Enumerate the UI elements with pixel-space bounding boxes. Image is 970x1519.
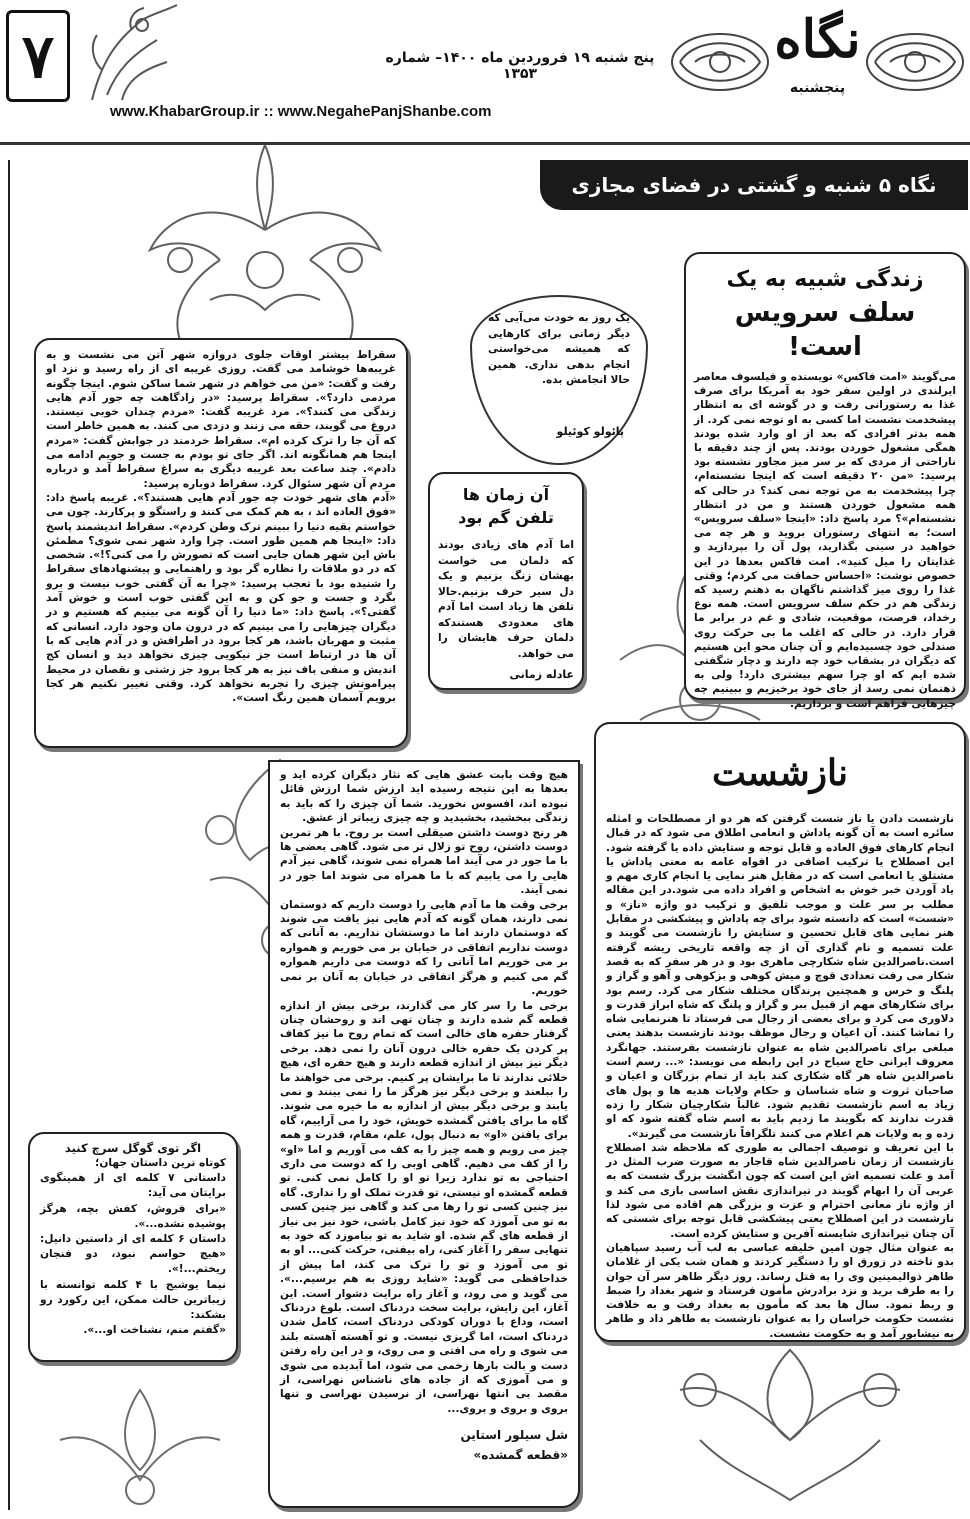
logo-ornament-left-icon <box>665 22 775 102</box>
coelho-author: پائولو کوئیلو <box>556 424 624 438</box>
self-service-title-line1: زندگی شبیه به یک <box>726 267 924 292</box>
love-body: هیچ وقت بابت عشق هایی که نثار دیگران کرده اید و بعدها به این نتیجه رسیده اید ارزش شما ارزش قائل نبوده اند، افسوس نخورید. شما آن چیزی را که باید به زندگی ببخشید، بخشیدید و چه چیزی زیباتر از عشق. هر رنج دوست داشتن صیقلی است بر روح. با هر تمرین دوست داشتن، روح تو زلال تر می شود. گاهی بعضی ها با ما جور در می آیند اما همراه نمی شوند، گاهی نیز آدم هایی را می یابیم که با ما همراه می شوند اما جور در نمی آیند. برخی وقت ها ما آدم هایی را دوست داریم که دوستمان نمی دارند، همان گونه که آدم هایی نیز یافت می شوند که دوستمان دارند اما ما دوستشان نداریم. به آنانی که دوست نداریم اتفاقی در خیابان بر می خوریم و همواره بر می خوریم اما آنانی را که دوست می داریم همواره گم می کنیم و هرگز اتفاقی در خیابان به آنان بر نمی خوریم. برخی ما را سر کار می گذارند، برخی بیش از اندازه قطعه گم شده دارند و چنان تهی اند و روحشان چنان گرفتار حفره های خالی است که تمام روح ما نیز کفاف پر کردن یک حفره خالی درون آنان را نمی دهد. برخی دیگر نیز بیش از اندازه قطعه دارند و هیچ حفره ای، هیچ خلائی ندارند تا ما برایشان پر کنیم. برخی می خواهند ما را ببلعند و برخی دیگر نیز هرگز ما را نمی بینند و نمی یابند و برخی دیگر بیش از اندازه به ما خیره می شوند. گاه ما برای یافتن گمشده خویش، خود را می آراییم، گاه برای یافتن «او» به دنبال پول، علم، مقام، قدرت و همه چیز می رویم و همه چیز را به کف می آوریم و اما «او» را از کف می دهیم. گاهی اوبی را که دوست می داری احتیاجی به تو ندارد زیرا تو او را کامل نمی کنی. تو قطعه گمشده او نیستی، تو قدرت تملک او را نداری. گاه نیز چنین کسی تو را رها می کند و گاهی نیز چنین کسی به تو می آموزد که خود نیز کامل باشی، خود نیز بی نیاز از قطعه های گم شده. او شاید به تو بیاموزد که خود به تنهایی سفر را آغاز کنی، راه بیفتی، حرکت کنی... او به تو می آموزد و تو را ترک می کند، اما پیش از خداحافظی می گوید: «شاید روزی به هم برسیم...». می گوید و می رود، و آغاز راه برایت دشوار است. این آغاز، این زایش، برایت سخت دردناک است. بلوغ دردناک است، وداع با دوران کودکی دردناک است، کامل شدن دردناک است، اما گریزی نیست. و تو آهسته آهسته بلند می شوی و راه می افتی و می روی، و در این راه رفتن دست و بالت بارها زخمی می شود، اما آبدیده می شوی و می آموزی که از جاده های ناشناس نهراسی، از مقصد بی انتها نهراسی، از نرسیدن نهراسی و تنها بروی و بروی و بروی... <box>280 769 568 1415</box>
article-google <box>28 1132 238 1362</box>
logo <box>770 0 865 110</box>
page-number-box <box>6 10 70 102</box>
issue-date: پنج شنبه ۱۹ فروردین ماه ۱۴۰۰– شماره ۱۳۵۳ <box>385 50 655 82</box>
nazeshast-body: نازشست دادن یا ناز شست گرفتن که هر دو از مصطلحات و امثله سائره است به آن گونه پاداش و انعامی اطلاق می شود که در قبال انجام کارهای فوق العاده و قابل توجه و ستایش داده یا گرفته شود. این اصطلاح یا ترکیب اضافی در افواه عامه به معنی پاداش یا مشتلق یا انعامی است که در مقابل هنر نمایی یا انجام کاری مهم و یاد آوردن خبر خوش به اشخاص و افراد داده می شود.در این مقاله مطلب بر سر علت و موجب تلفیق و ترکیب دو واژه «ناز» و «شست» است که دانسته شود برای چه پاداش و پیشکشی در مقابل هنر نمایی های قابل تحسین و ستایش را نازشست می گویند و علت تسمیه و نام گذاری آن از چه واقعه تاریخی ریشه گرفته است.ناصرالدین شاه شکارچی ماهری بود و در هر سفر که به قصد شکار می رفت تعدادی قوچ و میش کوهی و بزکوهی و آهو و گراز و پلنگ و خرس و همچنین پرندگان مختلف شکار می کرد. رسم بود برای شکارهای مهم از قبیل ببر و گراز و پلنگ که شاه ابراز قدرت و دلاوری می کرد و برای بعضی از رجال می فرستاد تا هنرنمایی شاه را تماشا کنند. آن اعیان و رجال موظف بودند نازشست بدهند یعنی مبلغی برای ناصرالدین شاه به عنوان نازشست بفرستند. جهانگرد معروف ایرانی حاج سیاح در این رابطه می نویسد: «... رسم است ناصرالدین شاه هر گاه شکاری کند باید از تمام بزرگان و اعیان و صاحبان ثروت و شاه شناسان و حکام ولایات هدیه ها و پول های زیاد به اسم نازشست تقدیم شود. غالباً شکارچیان شکار را زده قدرت ندارند که بگویند ما زدیم باید به اسم شاه گفته شود که او زده و به ولایات هم اعلام می کنند تلگرافاً نازشست می گیرند». با این تعریف و توصیف اجمالی به طوری که ملاحظه شد اصطلاح نازشست از زمان ناصرالدین شاه قاجار به صورت ضرب المثل در آمد و علت تسمیه اش این است که چون انگشت بزرگ شست که به عربی آن را ابهام گویند در تیراندازی نقش اساسی بازی می کند و از واژه ناز معانی احترام و عزت و بزرگی هم افاده می شود لذا نازشست در این اصطلاح یعنی پیشکشی قابل توجه برای شستی که آن چنان تیراندازی شایسته آفرین و ستایش کرده است. به عنوان مثال چون امین خلیفه عباسی به لب آب رسید سپاهیان بدو تاخته در زورق او را دستگیر کردند و همان شب یکی از غلامان طاهر ذوالیمینین وی را به قتل رساند. روز دیگر طاهر سر آن جوان را به طرف برید و نزد برادرش مأمون فرستاد و شهر بغداد را ضبط و ربط نمود. سال ها بعد که مأمون به بغداد رفت و به خلافت نشست حکومت خراسان را به عنوان نازشست به طاهر داد و طاهر به نیشابور آمد و به حکومت نشست. <box>606 813 954 1340</box>
phone-body: اما آدم های زیادی بودند که دلمان می خواست بهشان زنگ بزنیم و یک دل سیر حرف بزنیم.حالا تلفن ها زیاد است اما آدم های معدودی هستندکه دلمان حرف هایشان را می خواهد. <box>438 539 574 660</box>
phone-title-line1: آن زمان ها <box>462 485 550 504</box>
article-socrates <box>34 338 408 748</box>
websites-link[interactable]: www.KhabarGroup.ir :: www.NegahePanjShanbe.com <box>110 103 492 120</box>
self-service-body: می‌گویند «امت فاکس» نویسنده و فیلسوف معاصر ایرلندی در اولین سفر خود به آمریکا برای صرف غذا به رستورانی رفت و در گوشه ای به انتظار پیشخدمت نشست اما کسی به او توجه نمی کرد. از همه بدتر افرادی که بعد از او وارد شده بودند همگی مشغول خوردن بودند. پس از چند دقیقه با ناراحتی از مردی که بر سر میز مجاور نشسته بود پرسید: «من ۲۰ دقیقه است که اینجا نشسته‌ام، چرا پیشخدمت به من توجه نمی کند؟ در حالی که همه مشغول خوردن هستند و من در انتظار نشسته‌ام»؟ مرد پاسخ داد: «اینجا «سلف سرویس» است؛ به انتهای رستوران بروید و هر چه می خواهید در سینی بگذارید، پول آن را بپردازید و غذایتان را میل کنید». امت فاکس بعدها در این خصوص نوشت: «احساس حماقت می کردم؛ وقتی غذا را روی میز گذاشتم ناگهان به ذهنم رسید که زندگی هم در حکم سلف سرویس است. همه نوع رخداد، فرصت، موقعیت، شادی و غم در برابر ما قرار دارد. در حالی که اغلب ما بی حرکت روی صندلی خود چسبیده‌ایم و آن چنان محو این هستیم که دیگران در بشقاب خود چه دارند و دچار شگفتی شده ایم که او چرا سهم بیشتری دارد! ولی به ذهنمان نمی رسد از جای خود برخیزیم و ببینیم چه چیزهایی فراهم است و برداریم. <box>694 371 956 710</box>
logo-text: نگاه <box>774 9 861 70</box>
self-service-title-line2: سلف سرویس است! <box>734 298 916 362</box>
damask-ornament-bottom-left-icon <box>40 1380 240 1510</box>
banner <box>540 160 968 210</box>
article-nazeshast <box>594 722 966 1342</box>
love-source: «قطعه گمشده» <box>473 1448 568 1463</box>
phone-author: عادله زمانی <box>509 668 574 681</box>
love-author: شل سیلور استاین <box>460 1428 568 1443</box>
damask-ornament-top-icon <box>110 140 420 350</box>
nazeshast-title: نازشست <box>711 752 848 794</box>
banner-title: نگاه ۵ شنبه و گشتی در فضای مجازی <box>571 173 937 197</box>
quote-coelho <box>470 295 648 465</box>
google-body: کوتاه ترین داستان جهان؛ داستانی ۷ کلمه ای از همینگوی برایتان می آید: «برای فروش، کفش بچه، هرگز پوشیده نشده...». داستان ۶ کلمه ای از داستین دانیل: «هیچ حواسم نبود، دو فنجان ریختم...!». نیما یوشیج با ۴ کلمه توانسته با زیباترین حالت ممکن، این رکورد رو بشکند: «گفتم منم، نشناخت او...». <box>40 1157 227 1337</box>
article-love <box>268 760 580 1508</box>
phoenix-ornament-icon <box>72 0 182 110</box>
header-bar <box>0 0 970 145</box>
page-border <box>8 160 10 1510</box>
page-number: ۷ <box>21 22 55 92</box>
article-self-service <box>684 252 966 710</box>
logo-subtitle: پنجشنبه <box>789 80 846 96</box>
logo-ornament-right-icon <box>860 22 970 102</box>
phone-title-line2: تلفن گم بود <box>458 508 554 527</box>
coelho-quote-text: یک روز به خودت می‌آیی که دیگر زمانی برای کارهایی که همیشه می‌خواستی انجام بدهی ندارى. همین حالا انجامش بده. <box>488 312 630 386</box>
socrates-body: سقراط بیشتر اوقات جلوی دروازه شهر آتن می نشست و به غریبه‌ها خوشامد می گفت. روزی غریبه ای از راه رسید و نزد او رفت و گفت: «من می خواهم در شهر شما ساکن شوم. اینجا چگونه مردمی دارد؟». سقراط پرسید: «در زادگاهت چه جور آدم هایی زندگی می کنند؟». مرد غریبه گفت: «مردم چندان خوبی نیستند. دروغ می گویند، حقه می زنند و دزدی می کنند. به همین خاطر است که آن جا را ترک کرده ام». سقراط خردمند در جوابش گفت: «مردم اینجا هم همانگونه اند. اگر جای تو بودم به جست و جویم ادامه می دادم». چند ساعت بعد غریبه دیگری به سراغ سقراط آمد و درباره مردم آن شهر سئوال کرد. سقراط دوباره پرسید: «آدم های شهر خودت چه جور آدم هایی هستند؟». غریبه پاسخ داد: «فوق العاده اند ، به هم کمک می کنند و راستگو و پرکارند. چون می خواستم بقیه دنیا را ببینم ترک وطن کردم». سقراط اندیشمند پاسخ داد: «اینجا هم همین طور است. چرا وارد شهر نمی شوی؟ مطمئن باش این شهر همان جایی است که تصورش را می کنی؟!». شخصی که در دو ملاقات را نظاره گر بود و راهنمایی و پیشنهادهای سقراط را شنیده بود با تعجب پرسید: «چرا به آن گفتی خوب نیست و برو بگرد و جست و جو کن و به این گفتی خوب است و خوش آمد گفتی؟». پاسخ داد: «ما دنیا را آن گونه می بینیم که هستیم و در دیگران چیزهایی را می بینیم که در درون مان وجود دارد. انسانی که مثبت و مهربان باشد، هر کجا برود در اطرافش و در آدم هایی که با آن ها در ارتباط است جز نیکویی چیزی نخواهد دید و انسان کج اندیش و منفی باف نیز به هر کجا برود جز زشتی و نقصان در محیط پیرامونش چیزی را تجربه نخواهد کرد. وقتی تغییر نکنیم هر کجا برویم آسمان همین رنگ است». <box>46 349 396 705</box>
article-phone <box>428 472 584 690</box>
damask-ornament-bottom-icon <box>640 1330 940 1510</box>
google-title: اگر توی گوگل سرچ کنید <box>64 1141 202 1155</box>
